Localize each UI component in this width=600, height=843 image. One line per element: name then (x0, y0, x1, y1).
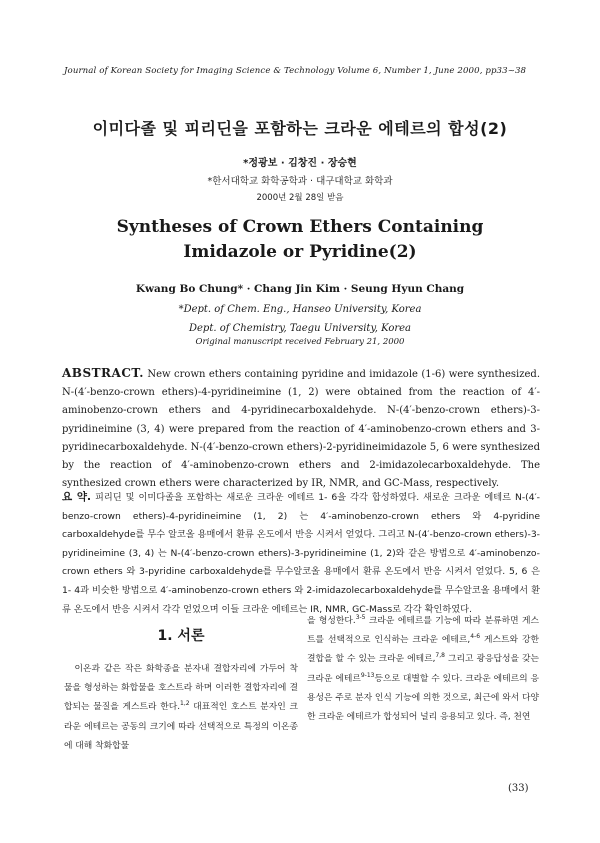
abstract-text: New crown ethers containing pyridine and imidazole (1-6) were synthesized. N-(4′-benzo-crown ethers)-4-pyridineimine (1, 2) were obtained from the reaction of 4′-aminobenzo-crown ethers and 4-pyridinecarboxaldehyde. N-(4′-benzo-crown ethers)-3-pyridineimine (3, 4) were prepared from the reaction of 4′-aminobenzo-crown ethers and 3-pyridinecarboxaldehyde. N-(4′-benzo-crown ethers)-2-pyridineimidazole 5, 6 were synthesized by the reaction of 4′-aminobenzo-crown ethers and 2-imidazolecarboxaldehyde. The synthesized crown ethers were characterized by IR, NMR, and GC-Mass, respectively. (62, 369, 540, 490)
summary-label: 요 약. (62, 491, 92, 503)
citation: 3-5 (355, 614, 366, 622)
intro-right-column: 을 형성한다.$^{3-5}$ 크라운 에테르를 기능에 따라 분류하면 게스트를 선택적으로 인식하는 크라운 에테르,$^{4-6}$ 게스트와 강한 결합을 할 수 있는 크라운 에테르,$^{7,8}$ 그리고 광응답성을 갖는 크라운 에테르$^{9-13}$등으로 대별할 수 있다. 크라운 에테르의 응용성은 주로 분자 인식 기능에 의한 것으로, 최근에 와서 다양한 크라운 에테르가 합성되어 널리 응용되고 있다. 즉, 천연 (307, 614, 540, 723)
citation: 9-13 (360, 671, 375, 679)
section-heading-introduction: 1. 서론 (157, 628, 205, 644)
abstract (62, 364, 540, 493)
citation: 1,2 (180, 700, 190, 708)
korean-authors: *정광보 · 김창진 · 장승현 (243, 158, 357, 169)
korean-received-date: 2000년 2월 28일 받음 (256, 193, 344, 203)
korean-affiliation: *한서대학교 화학공학과 · 대구대학교 화학과 (207, 176, 393, 187)
korean-title: 이미다졸 및 피리딘을 포함하는 크라운 에테르의 합성(2) (92, 119, 508, 138)
intro-left-column (64, 660, 298, 756)
journal-header: Journal of Korean Society for Imaging Science & Technology Volume 6, Number 1, June 2000, pp33~38 (64, 66, 527, 76)
affiliation-taegu: Dept. of Chemistry, Taegu University, Korea (188, 323, 412, 334)
english-received-date: Original manuscript received February 21, 2000 (195, 337, 405, 347)
english-title (0, 215, 600, 265)
summary-text: 피리딘 및 이미다졸을 포함하는 새로운 크라운 에테르 1- 6을 각각 합성하였다. 새로운 크라운 에테르 N-(4′-benzo-crown ethers)-4-pyridineimine (1, 2) 는 4′-aminobenzo-crown ethers 와 4-pyridine carboxaldehyde를 무수 알코올 용매에서 환류 온도에서 반응 시켜서 얻었다. 그리고 N-(4′-benzo-crown ethers)-3-pyridineimine (3, 4) 는 N-(4′-benzo-crown ethers)-3-pyridineimine (1, 2)와 같은 방법으로 4′-aminobenzo-crown ethers 와 3-pyridine carboxaldehyde를 무수알코올 용매에서 환류 온도에서 반응 시켜서 얻었다. 5, 6 은 1- 4과 비슷한 방법으로 4′-aminobenzo-crown ethers 와 2-imidazolecarboxaldehyde를 무수알코올 용매에서 환류 온도에서 반응 시켜서 각각 얻었으며 이들 크라운 에테르는 IR, NMR, GC-Mass로 각각 확인하였다. (62, 492, 541, 615)
english-title-line-2: Imidazole or Pyridine(2) (183, 242, 417, 262)
english-title-line-1: Syntheses of Crown Ethers Containing (116, 217, 484, 237)
page-number: (33) (508, 783, 529, 794)
korean-summary (62, 488, 541, 622)
english-affiliations (0, 300, 600, 338)
citation: 4-6 (470, 633, 481, 641)
abstract-label: ABSTRACT. (62, 366, 144, 380)
intro-paragraph: 이온과 같은 작은 화학종을 분자내 결합자리에 가두어 착물을 형성하는 화합물을 호스트라 하며 이러한 결합자리에 결합되는 물질을 게스트라 한다.$^{1,2}$ 대표적인 호스트 분자인 크라운 에테르는 공동의 크기에 따라 선택적으로 특정의 이온종에 대해 착화합물 (64, 664, 298, 751)
citation: 7,8 (435, 652, 445, 660)
english-authors: Kwang Bo Chung* · Chang Jin Kim · Seung Hyun Chang (135, 283, 465, 295)
affiliation-hanseo: *Dept. of Chem. Eng., Hanseo University, Korea (178, 304, 422, 315)
